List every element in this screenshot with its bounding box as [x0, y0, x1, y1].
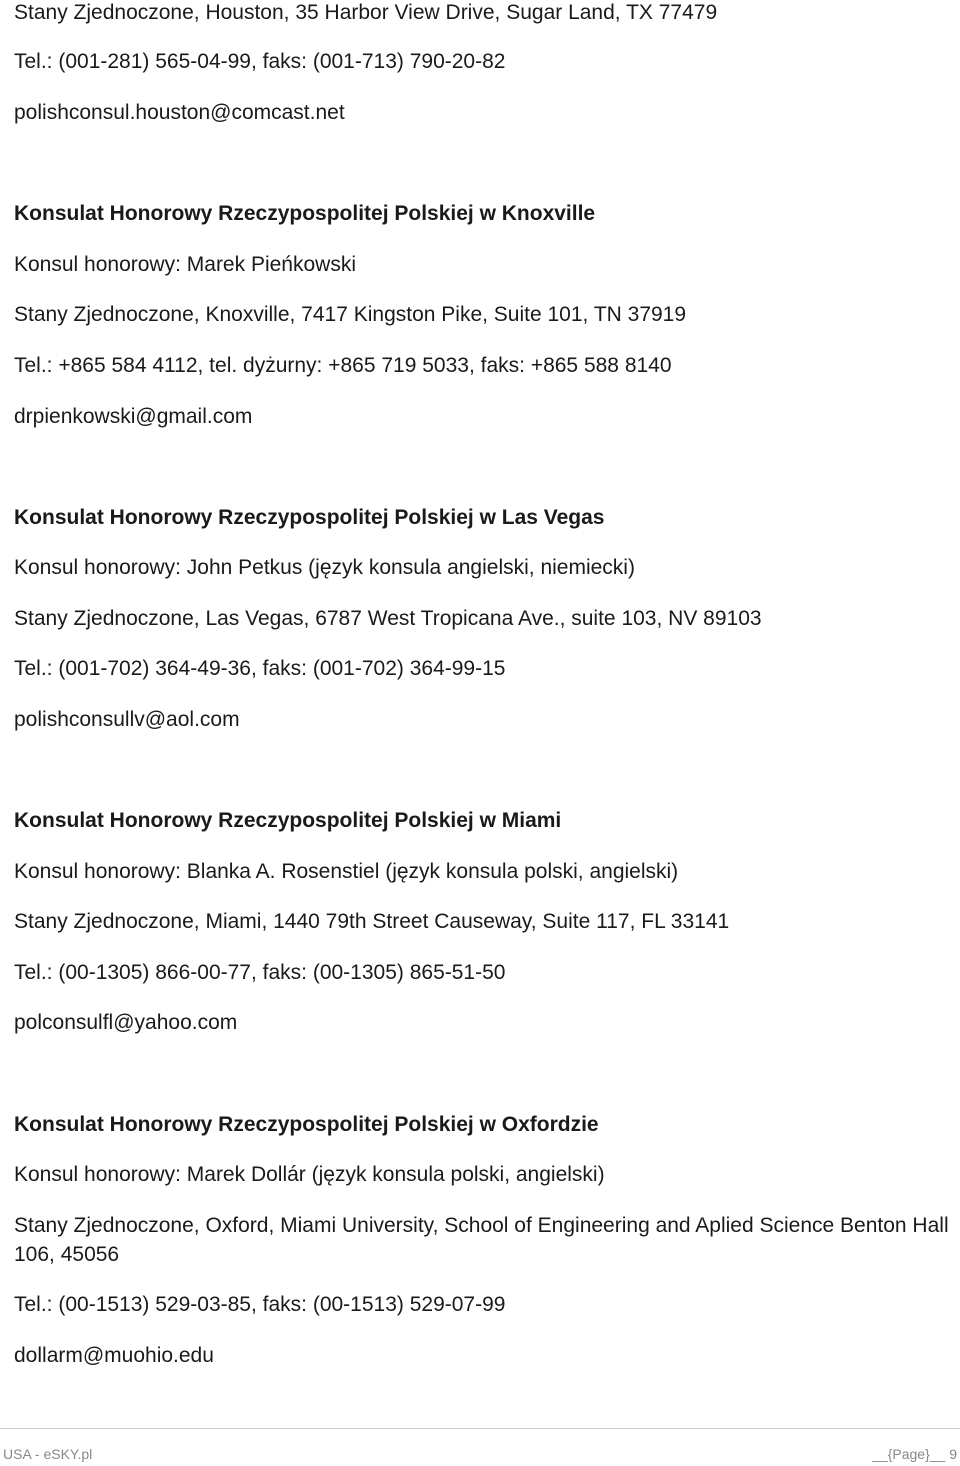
oxford-heading: Konsulat Honorowy Rzeczypospolitej Polskiej w Oxfordzie — [14, 1113, 599, 1136]
footer-divider — [0, 1428, 960, 1429]
las-vegas-email: polishconsullv@aol.com — [14, 708, 240, 731]
oxford-address: Stany Zjednoczone, Oxford, Miami University, School of Engineering and Aplied Science Benton Hall 106, 45056 — [14, 1214, 949, 1266]
footer-page-number: __{Page}__ 9 — [872, 1446, 957, 1462]
oxford-email: dollarm@muohio.edu — [14, 1344, 214, 1367]
houston-email: polishconsul.houston@comcast.net — [14, 101, 345, 124]
miami-email: polconsulfl@yahoo.com — [14, 1011, 238, 1034]
houston-phone: Tel.: (001-281) 565-04-99, faks: (001-713) 790-20-82 — [14, 50, 506, 73]
oxford-phone: Tel.: (00-1513) 529-03-85, faks: (00-1513) 529-07-99 — [14, 1293, 506, 1316]
oxford-consul: Konsul honorowy: Marek Dollár (język konsula polski, angielski) — [14, 1163, 605, 1186]
knoxville-email: drpienkowski@gmail.com — [14, 405, 253, 428]
las-vegas-phone: Tel.: (001-702) 364-49-36, faks: (001-702) 364-99-15 — [14, 657, 506, 680]
miami-address: Stany Zjednoczone, Miami, 1440 79th Street Causeway, Suite 117, FL 33141 — [14, 910, 730, 933]
knoxville-heading: Konsulat Honorowy Rzeczypospolitej Polskiej w Knoxville — [14, 202, 596, 225]
las-vegas-consul: Konsul honorowy: John Petkus (język konsula angielski, niemiecki) — [14, 556, 635, 579]
knoxville-address: Stany Zjednoczone, Knoxville, 7417 Kingston Pike, Suite 101, TN 37919 — [14, 303, 687, 326]
knoxville-consul: Konsul honorowy: Marek Pieńkowski — [14, 253, 356, 276]
miami-heading: Konsulat Honorowy Rzeczypospolitej Polskiej w Miami — [14, 809, 562, 832]
knoxville-phone: Tel.: +865 584 4112, tel. dyżurny: +865 719 5033, faks: +865 588 8140 — [14, 354, 672, 377]
footer-source: USA - eSKY.pl — [3, 1446, 93, 1462]
houston-address: Stany Zjednoczone, Houston, 35 Harbor View Drive, Sugar Land, TX 77479 — [14, 1, 718, 24]
miami-consul: Konsul honorowy: Blanka A. Rosenstiel (język konsula polski, angielski) — [14, 860, 679, 883]
las-vegas-heading: Konsulat Honorowy Rzeczypospolitej Polskiej w Las Vegas — [14, 506, 605, 529]
las-vegas-address: Stany Zjednoczone, Las Vegas, 6787 West Tropicana Ave., suite 103, NV 89103 — [14, 607, 762, 630]
miami-phone: Tel.: (00-1305) 866-00-77, faks: (00-1305) 865-51-50 — [14, 961, 506, 984]
